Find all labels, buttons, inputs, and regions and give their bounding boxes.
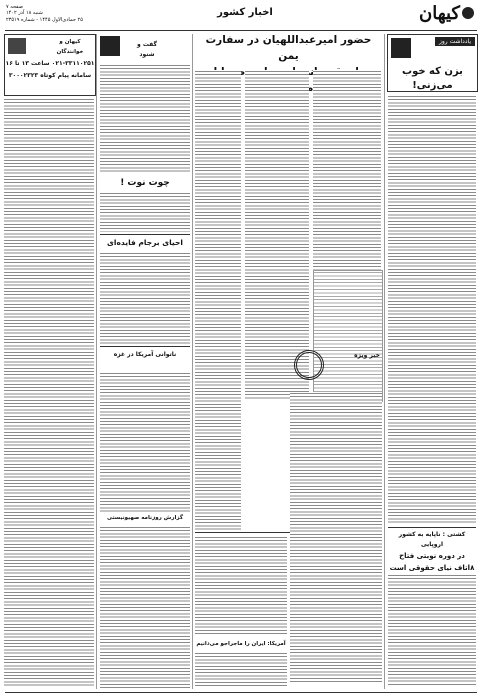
section-title: اخبار کشور bbox=[217, 7, 273, 18]
editorial-kicker: یادداشت روز bbox=[435, 37, 475, 46]
lead-headline bbox=[195, 32, 382, 66]
gofte-shenood-headline: چوت نوت ! bbox=[120, 178, 170, 188]
bottom-right-headlines bbox=[388, 530, 476, 572]
bottom-right-body bbox=[388, 574, 476, 686]
target-logo-icon bbox=[294, 350, 324, 380]
barjam-headline: احیای برجام فایده‌ای bbox=[107, 238, 183, 247]
gofte-shenood-body-2 bbox=[100, 192, 190, 232]
editorial-body bbox=[388, 95, 476, 525]
bottom-right-headline-1: کشتی : ناپایه به کشور اروپایی bbox=[398, 531, 466, 548]
lead-story-col-1 bbox=[313, 70, 381, 270]
gofte-shenood-kicker: گفت و شنود bbox=[137, 41, 157, 58]
lead-headline-line1: حضور امیرعبداللهیان در سفارت یمن bbox=[205, 34, 372, 62]
small-headline-2: آمریکا: ایران را ماجراجو می‌دانیم bbox=[196, 641, 286, 647]
lower-divider bbox=[100, 346, 190, 347]
readers-box bbox=[4, 34, 96, 96]
logo-text: کیهان bbox=[418, 3, 460, 24]
editorial-headline: بزن که خوب می‌زنی! bbox=[402, 66, 463, 91]
masthead bbox=[0, 0, 482, 30]
readers-phone-line1: ۰۲۱-۳۳۱۱۰۲۵۱ ساعت ۱۳ تا ۱۶ bbox=[5, 60, 95, 67]
editorial-flag-icon bbox=[391, 38, 411, 58]
readers-kicker: کیهان و خوانندگان bbox=[56, 39, 84, 55]
logo-emblem-icon bbox=[462, 7, 474, 19]
gofte-shenood-body bbox=[100, 64, 190, 174]
special-news-box bbox=[290, 348, 382, 388]
readers-body bbox=[4, 98, 94, 688]
issue-line: ۲۵ جمادی‌الاول ۱۴۴۵ - شماره ۲۳۵۱۹ bbox=[6, 17, 83, 23]
small-story-2-body bbox=[195, 652, 287, 688]
gofte-shenood-header bbox=[100, 34, 190, 60]
readers-phone-line2: سامانه پیام کوتاه ۳۰۰۰۲۳۲۳ bbox=[8, 72, 92, 79]
box-story bbox=[100, 350, 190, 370]
barjam-body bbox=[100, 252, 190, 344]
page-number: صفحه ۷ bbox=[6, 4, 23, 10]
logo bbox=[418, 3, 474, 29]
right-column-divider bbox=[388, 527, 476, 528]
special-news-body-2 bbox=[195, 536, 287, 636]
box-story-headline: ناتوانی آمریکا در غزه bbox=[113, 351, 177, 358]
special-news-kicker: خبر ویژه bbox=[354, 352, 380, 359]
date-line: شنبه ۱۸ آذر ۱۴۰۲ bbox=[6, 10, 43, 16]
small-headline-1: گزارش روزنامه صهیونیستی bbox=[106, 515, 184, 521]
bottom-right-headline-2: در دوره نوبتی فتاح ۸اتاف نیای حقوقی است bbox=[389, 552, 475, 572]
footer-rule bbox=[5, 692, 477, 693]
editorial-box bbox=[387, 34, 478, 92]
special-news-body-1 bbox=[290, 392, 382, 682]
center-separator bbox=[192, 34, 193, 689]
masthead-divider bbox=[5, 30, 477, 31]
column-separator bbox=[384, 34, 385, 689]
box-story-body bbox=[100, 372, 190, 512]
small-story-1-body bbox=[100, 526, 190, 688]
lead-story-col-3 bbox=[195, 70, 241, 530]
left-separator bbox=[96, 34, 97, 689]
gofte-shenood-icon bbox=[100, 36, 120, 56]
readers-phone-icon bbox=[8, 38, 26, 54]
barjam-headline-box bbox=[100, 234, 190, 251]
